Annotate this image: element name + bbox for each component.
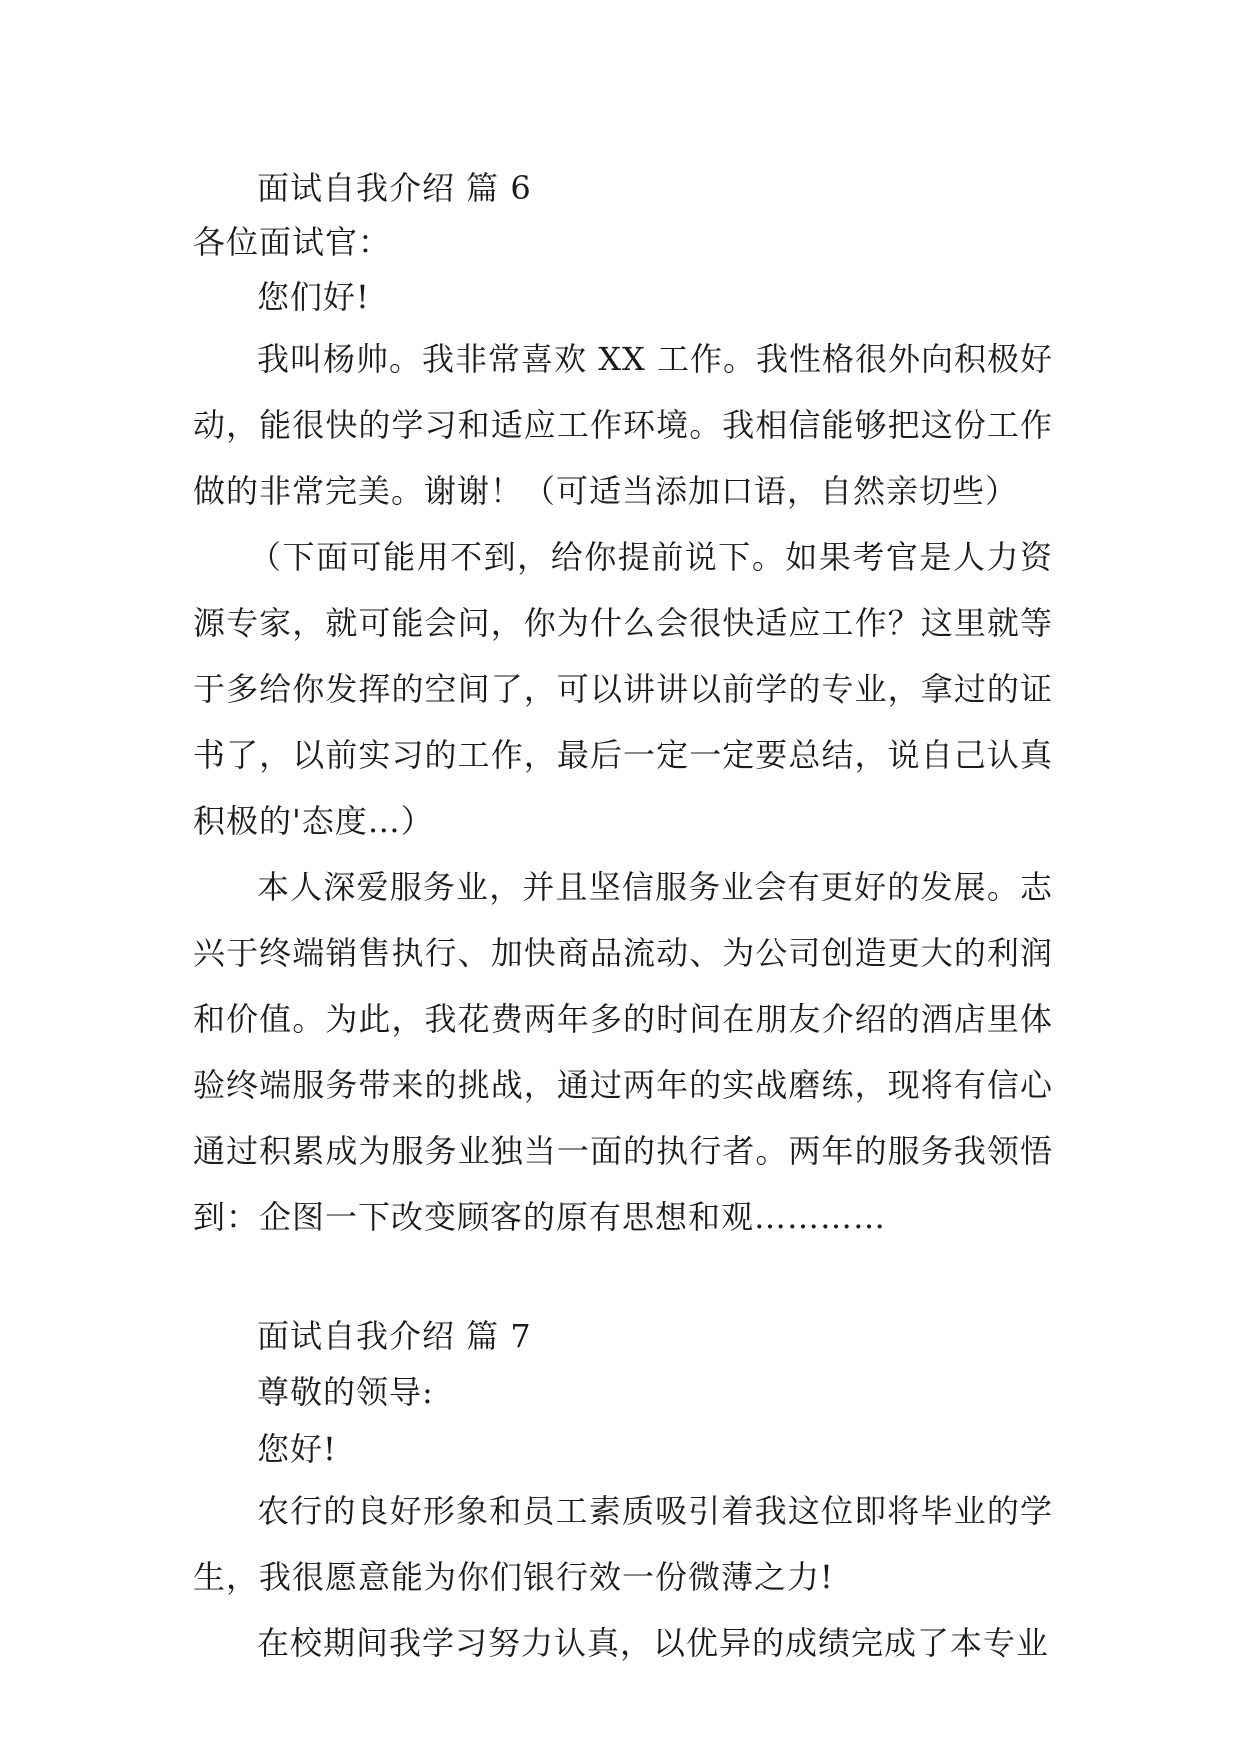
section-6-title: 面试自我介绍 篇 6 [257, 169, 532, 207]
section-6-paragraph-1: 我叫杨帅。我非常喜欢 XX 工作。我性格很外向积极好动，能很快的学习和适应工作环境。我相信能够把这份工作做的非常完美。谢谢！（可适当添加口语，自然亲切些） [193, 340, 1053, 510]
section-6-paragraph-3: 本人深爱服务业，并且坚信服务业会有更好的发展。志兴于终端销售执行、加快商品流动、为公司创造更大的利润和价值。为此，我花费两年多的时间在朋友介绍的酒店里体验终端服务带来的挑战，通过两年的实战磨练，现将有信心通过积累成为服务业独当一面的执行者。两年的服务我领悟到：企图一下改变顾客的原有思想和观………… [193, 868, 1053, 1236]
section-6-paragraph-2: （下面可能用不到，给你提前说下。如果考官是人力资源专家，就可能会问，你为什么会很快适应工作？这里就等于多给你发挥的空间了，可以讲讲以前学的专业，拿过的证书了，以前实习的工作，最后一定一定要总结，说自己认真积极的'态度…） [193, 538, 1053, 840]
section-7-paragraph-2: 在校期间我学习努力认真，以优异的成绩完成了本专业 [257, 1624, 1050, 1662]
section-spacer [193, 1250, 1053, 1308]
section-7-paragraph-1: 农行的良好形象和员工素质吸引着我这位即将毕业的学生，我很愿意能为你们银行效一份微薄之力! [193, 1492, 1053, 1596]
section-6-salutation: 各位面试官： [193, 223, 392, 261]
section-7-salutation: 尊敬的领导: [257, 1373, 434, 1411]
document-body [193, 160, 1053, 1676]
section-6-greeting: 您们好! [257, 278, 370, 316]
section-7-greeting: 您好! [257, 1430, 337, 1468]
section-7-title: 面试自我介绍 篇 7 [257, 1317, 532, 1355]
